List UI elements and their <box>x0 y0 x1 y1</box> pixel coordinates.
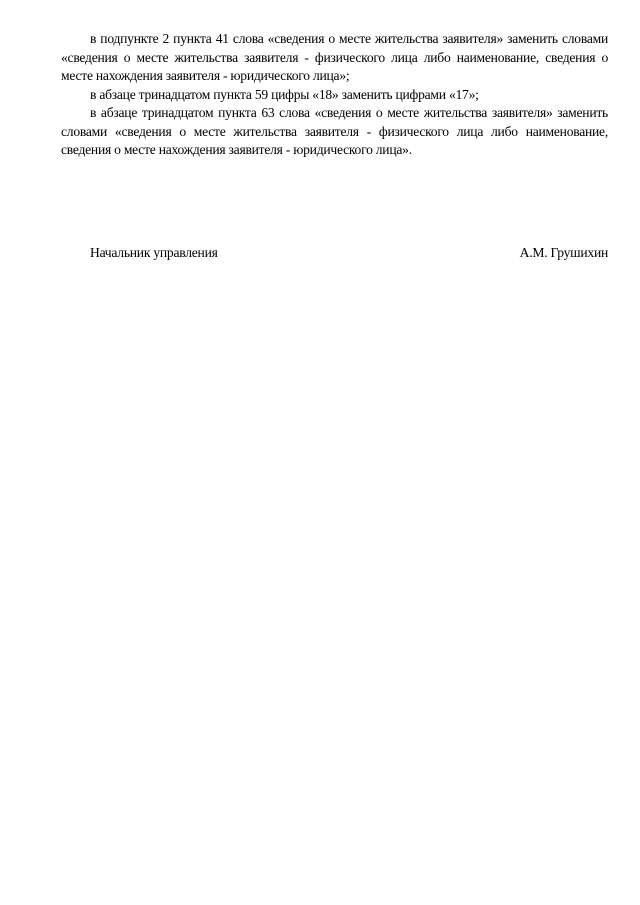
signatory-title: Начальник управления <box>90 245 218 260</box>
amendment-paragraph-2: в абзаце тринадцатом пункта 59 цифры «18» заменить цифрами «17»; <box>90 86 479 102</box>
document-body <box>61 30 608 160</box>
amendment-paragraph-3: в абзаце тринадцатом пункта 63 слова «сведения о месте жительства заявителя» заменить словами «сведения о месте жительства заявителя - физического лица либо наименование, сведения о месте нахождения заявителя - юридического лица». <box>61 105 608 157</box>
amendment-paragraph-1: в подпункте 2 пункта 41 слова «сведения о месте жительства заявителя» заменить словами «сведения о месте жительства заявителя - физического лица либо наименование, сведения о месте нахождения заявителя - юридического лица»; <box>61 31 608 83</box>
signatory-name: А.М. Грушихин <box>519 245 608 260</box>
